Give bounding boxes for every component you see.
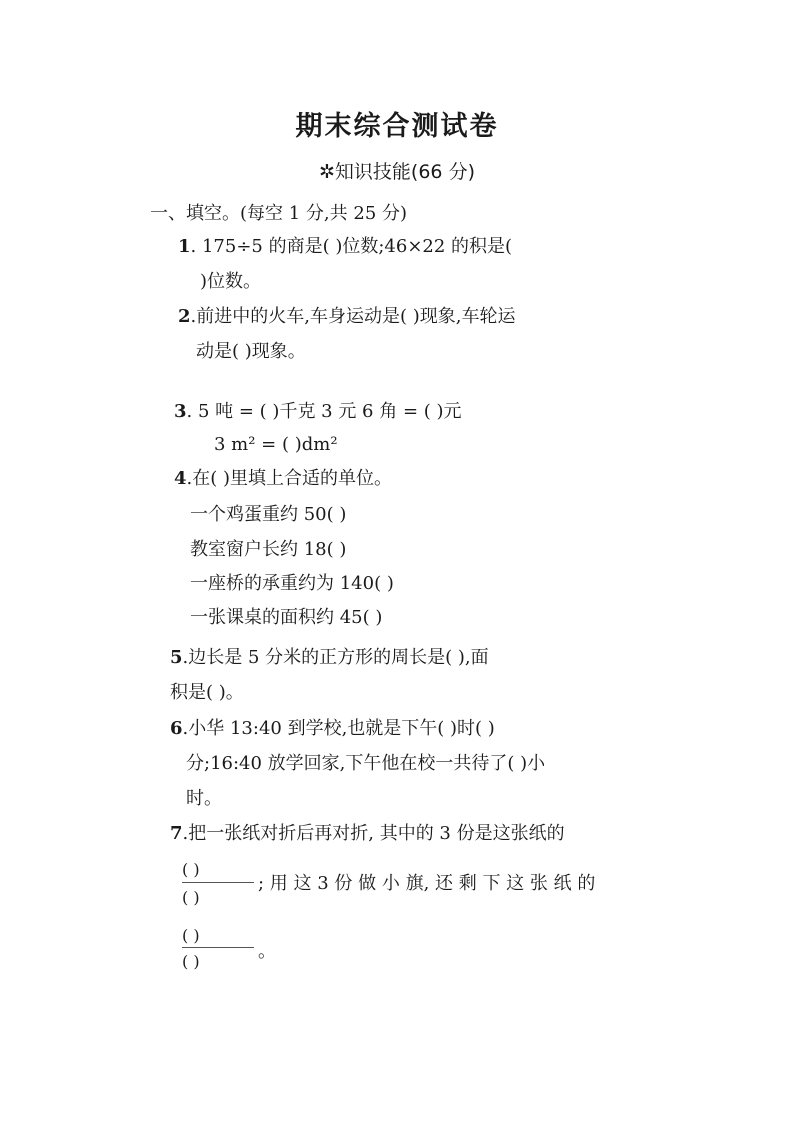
question-4-number: 4: [174, 468, 187, 489]
question-4-item: 一张课桌的面积约 45( ): [190, 607, 383, 628]
fraction-1-denominator: ( ): [182, 888, 200, 907]
question-1-number: 1: [178, 236, 191, 257]
question-5-number: 5: [170, 647, 183, 668]
question-4-text: .在( )里填上合适的单位。: [186, 468, 393, 489]
question-4-item: 一个鸡蛋重约 50( ): [190, 504, 347, 525]
question-1-line1: [178, 235, 512, 259]
question-1-line2: )位数。: [200, 271, 262, 292]
fraction-2-numerator: ( ): [182, 926, 200, 945]
fraction-2-bar: [182, 947, 254, 948]
section1-heading: 一、填空。(每空 1 分,共 25 分): [150, 203, 408, 224]
question-6-line1: [170, 717, 495, 741]
question-3-text: . 5 吨 = ( )千克 3 元 6 角 = ( )元: [186, 401, 462, 422]
question-1-text: . 175÷5 的商是( )位数;46×22 的积是(: [190, 236, 513, 257]
question-7-end: 。: [258, 941, 276, 962]
question-5-text: .边长是 5 分米的正方形的周长是( ),面: [182, 647, 489, 668]
section-subtitle: ✲知识技能(66 分): [319, 161, 475, 183]
fraction-1-bar: [182, 882, 254, 883]
question-7-line2: ; 用 这 3 份 做 小 旗, 还 剩 下 这 张 纸 的: [258, 873, 596, 894]
question-4-item: 教室窗户长约 18( ): [190, 539, 347, 560]
page-title: 期末综合测试卷: [295, 111, 499, 142]
question-5-line2: 积是( )。: [170, 682, 244, 703]
question-2-text: .前进中的火车,车身运动是( )现象,车轮运: [190, 306, 516, 327]
question-7-number: 7: [170, 823, 183, 844]
question-2-line1: [178, 305, 515, 329]
question-7-text: .把一张纸对折后再对折, 其中的 3 份是这张纸的: [182, 823, 565, 844]
question-2-line2: 动是( )现象。: [196, 341, 306, 362]
question-4-stem: [174, 467, 392, 491]
question-6-line3: 时。: [186, 788, 222, 809]
question-6-text: .小华 13:40 到学校,也就是下午( )时( ): [182, 718, 495, 739]
fraction-2-denominator: ( ): [182, 952, 200, 971]
question-3-line1: [174, 400, 462, 424]
question-6-number: 6: [170, 718, 183, 739]
question-3-number: 3: [174, 401, 187, 422]
fraction-1-numerator: ( ): [182, 860, 200, 879]
question-6-line2: 分;16:40 放学回家,下午他在校一共待了( )小: [186, 753, 546, 774]
question-3-line2: 3 m² = ( )dm²: [214, 434, 338, 455]
question-5-line1: [170, 646, 489, 670]
question-2-number: 2: [178, 306, 191, 327]
question-7-line1: [170, 822, 565, 846]
question-4-item: 一座桥的承重约为 140( ): [190, 573, 394, 594]
